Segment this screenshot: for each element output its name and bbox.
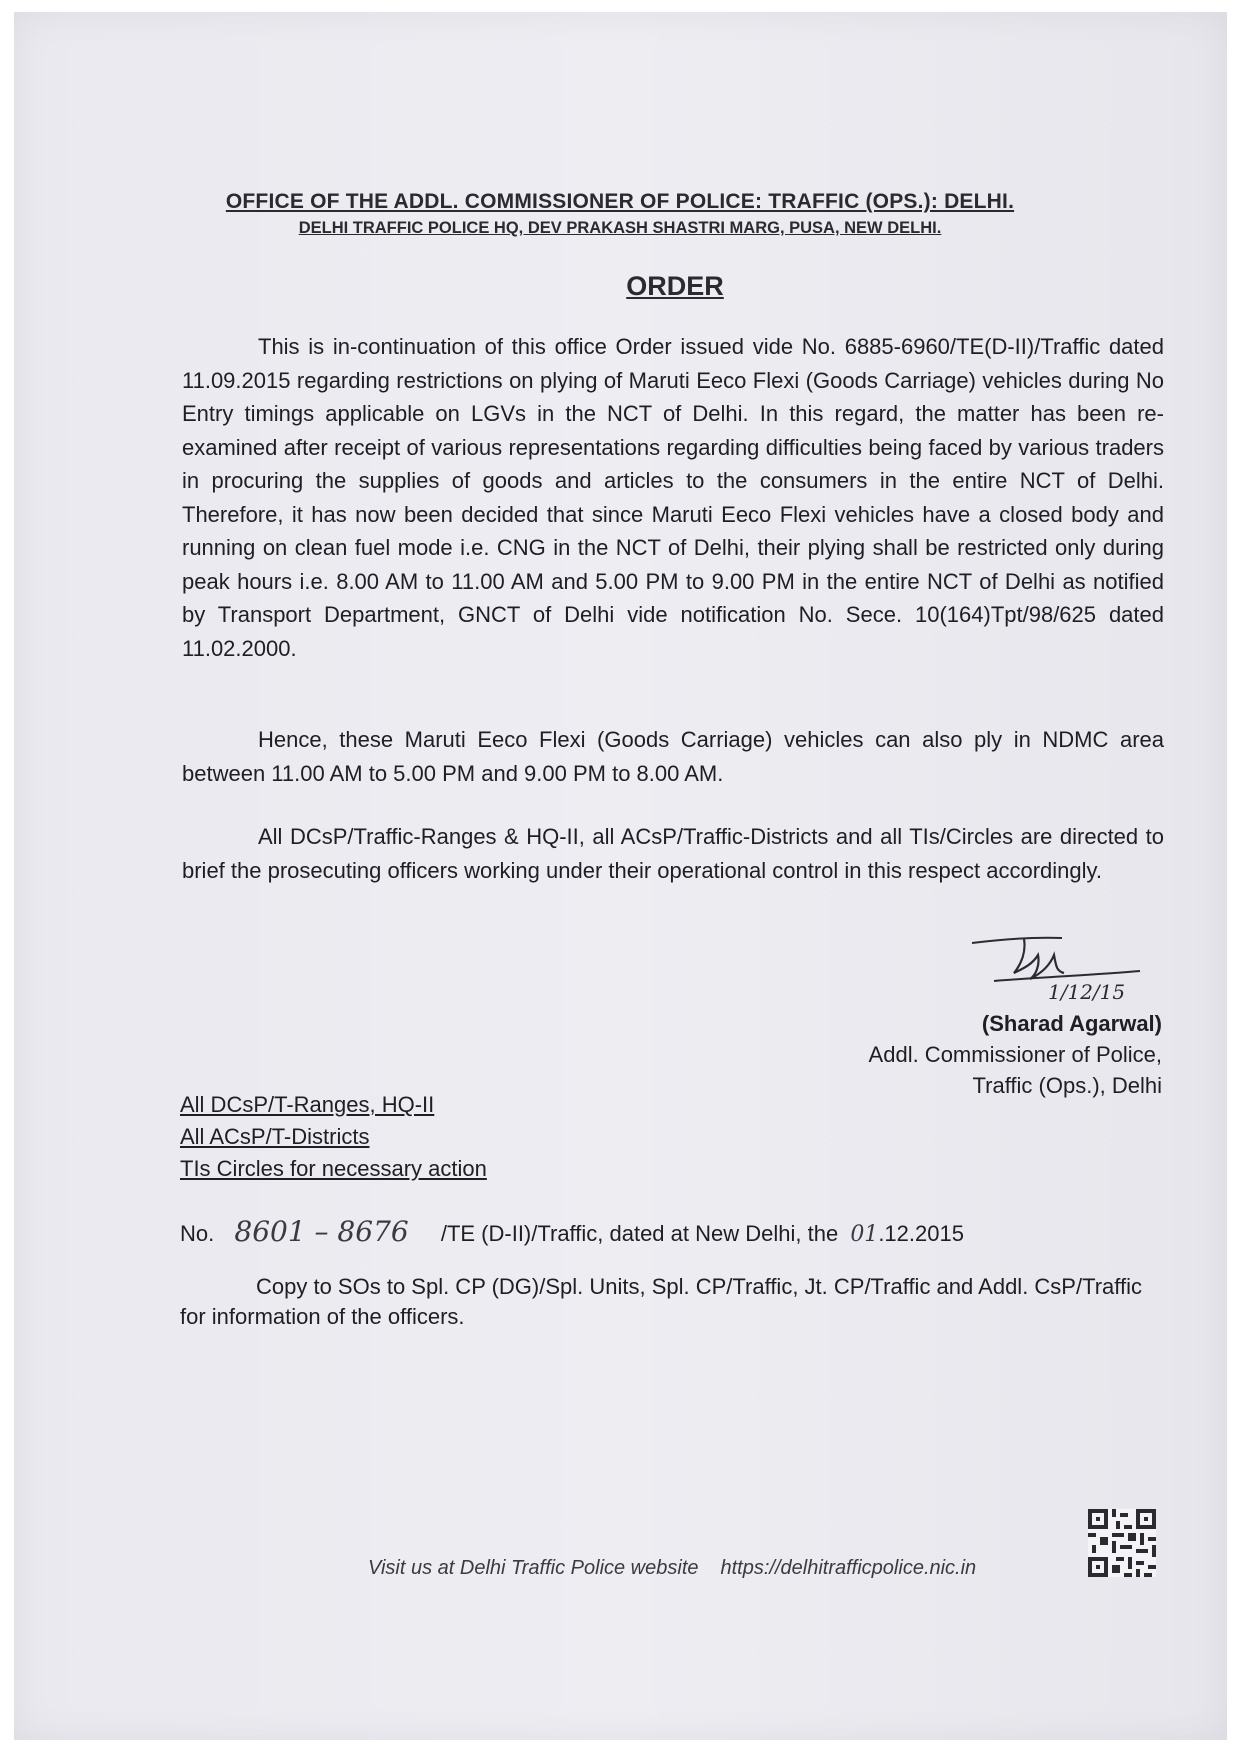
reference-number-line: [180, 1215, 964, 1248]
office-heading: OFFICE OF THE ADDL. COMMISSIONER OF POLICE: TRAFFIC (OPS.): DELHI.: [225, 190, 1015, 213]
signature-date: 1/12/15: [1048, 980, 1126, 1004]
signatory-unit: Traffic (Ops.), Delhi: [972, 1073, 1162, 1098]
order-paragraph-3: All DCsP/Traffic-Ranges & HQ-II, all ACsP/Traffic-Districts and all TIs/Circles are directed to brief the prosecuting officers working under their operational control in this respect accordingly.: [182, 824, 1164, 883]
handwritten-day: 01: [850, 1222, 879, 1247]
recipient-item: All ACsP/T-Districts: [180, 1124, 370, 1149]
order-paragraph-2: Hence, these Maruti Eeco Flexi (Goods Carriage) vehicles can also ply in NDMC area between 11.00 AM to 5.00 PM and 9.00 PM to 8.00 AM.: [182, 727, 1164, 786]
signatory-block: [700, 1008, 1162, 1101]
handwritten-reference-number: 8601 – 8676: [234, 1215, 409, 1248]
copy-to-paragraph: Copy to SOs to Spl. CP (DG)/Spl. Units, Spl. CP/Traffic, Jt. CP/Traffic and Addl. CsP/Traffic for information of the officers.: [180, 1274, 1142, 1329]
handwritten-signature: [964, 925, 1144, 987]
reference-date: .12.2015: [878, 1221, 964, 1246]
recipient-item: TIs Circles for necessary action: [180, 1156, 487, 1181]
reference-prefix: No.: [180, 1221, 215, 1246]
order-paragraph-1: This is in-continuation of this office Order issued vide No. 6885-6960/TE(D-II)/Traffic dated 11.09.2015 regarding restrictions on plying of Maruti Eeco Flexi (Goods Carriage) vehicles during No Entry timings applicable on LGVs in the NCT of Delhi. In this regard, the matter has been re-examined after receipt of various representations regarding difficulties being faced by various traders in procuring the supplies of goods and articles to the consumers in the entire NCT of Delhi. Therefore, it has now been decided that since Maruti Eeco Flexi vehicles have a closed body and running on clean fuel mode i.e. CNG in the NCT of Delhi, their plying shall be restricted only during peak hours i.e. 8.00 AM to 11.00 AM and 5.00 PM to 9.00 PM in the entire NCT of Delhi as notified by Transport Department, GNCT of Delhi vide notification No. Sece. 10(164)Tpt/98/625 dated 11.02.2000.: [182, 334, 1164, 661]
recipient-list: [180, 1089, 487, 1185]
reference-suffix: /TE (D-II)/Traffic, dated at New Delhi, the: [440, 1221, 839, 1246]
footer-visit-text: Visit us at Delhi Traffic Police website: [368, 1557, 699, 1579]
qr-code-icon: [1088, 1509, 1156, 1577]
order-title: ORDER: [626, 271, 724, 301]
signatory-designation: Addl. Commissioner of Police,: [868, 1042, 1162, 1067]
office-address: DELHI TRAFFIC POLICE HQ, DEV PRAKASH SHASTRI MARG, PUSA, NEW DELHI.: [298, 219, 942, 237]
signatory-name: (Sharad Agarwal): [981, 1011, 1162, 1036]
recipient-item: All DCsP/T-Ranges, HQ-II: [180, 1092, 435, 1117]
footer-url[interactable]: https://delhitrafficpolice.nic.in: [720, 1557, 977, 1579]
website-footer: [368, 1557, 976, 1580]
